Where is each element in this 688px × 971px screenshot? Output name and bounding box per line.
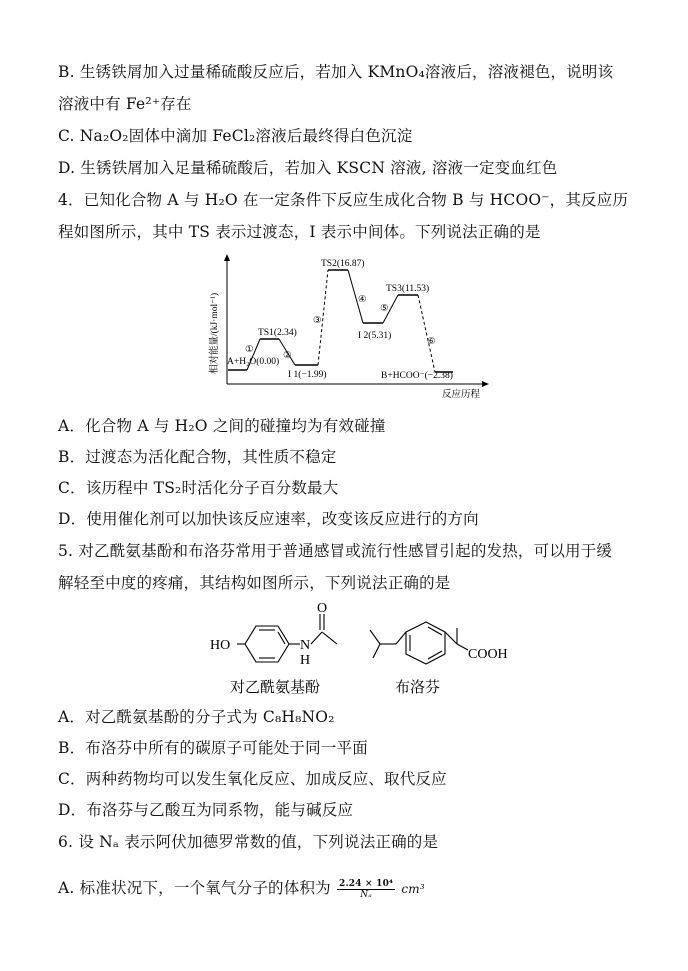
- x-axis-label: 反应历程: [442, 390, 481, 400]
- q3-option-c: C. Na₂O₂固体中滴加 FeCl₂溶液后最终得白色沉淀: [58, 127, 413, 145]
- q5-stem-line2: 解轻至中度的疼痛，其结构如图所示，下列说法正确的是: [58, 574, 451, 592]
- label-ts1: TS1(2.34): [258, 328, 297, 338]
- q6-option-a: [58, 878, 425, 900]
- label-ts3: TS3(11.53): [386, 284, 430, 294]
- label-a-h2o: A+H₂O(0.00): [227, 357, 280, 367]
- ho-label: HO: [210, 638, 231, 653]
- step-4: ④: [358, 295, 367, 305]
- q4-stem-line2: 程如图所示，其中 TS 表示过渡态，I 表示中间体。下列说法正确的是: [58, 223, 541, 241]
- q4-option-c: C．该历程中 TS₂时活化分子百分数最大: [58, 479, 339, 497]
- paracetamol-name: 对乙酰氨基酚: [230, 678, 321, 696]
- ibuprofen-name: 布洛芬: [395, 678, 441, 696]
- q4-stem-line1: 4．已知化合物 A 与 H₂O 在一定条件下反应生成化合物 B 与 HCOO⁻，其反应历: [58, 191, 629, 209]
- label-i1: I 1(−1.99): [288, 370, 327, 380]
- q5-option-c: C．两种药物均可以发生氧化反应、加成反应、取代反应: [58, 770, 447, 788]
- q4-option-d: D．使用催化剂可以加快该反应速率，改变该反应进行的方向: [58, 510, 479, 528]
- n-label: N: [300, 638, 311, 653]
- chemical-structures: [200, 600, 520, 700]
- label-i2: I 2(5.31): [358, 331, 392, 341]
- q5-option-a: A．对乙酰氨基酚的分子式为 C₈H₈NO₂: [58, 708, 335, 726]
- step-6: ⑥: [427, 337, 436, 347]
- step-2: ②: [283, 351, 292, 361]
- q6-option-a-text: A. 标准状况下，一个氧气分子的体积为: [58, 879, 331, 897]
- q3-option-d: D. 生锈铁屑加入足量稀硫酸后，若加入 KSCN 溶液, 溶液一定变血红色: [58, 159, 558, 177]
- q4-option-b: B．过渡态为活化配合物，其性质不稳定: [58, 448, 337, 466]
- q4-option-a: A．化合物 A 与 H₂O 之间的碰撞均为有效碰撞: [58, 417, 386, 435]
- q5-option-b: B．布洛芬中所有的碳原子可能处于同一平面: [58, 739, 368, 757]
- step-5: ⑤: [380, 304, 389, 314]
- fraction-denominator: Nₐ: [360, 889, 372, 900]
- q5-option-d: D．布洛芬与乙酸互为同系物，能与碱反应: [58, 801, 354, 819]
- x-axis-arrow: [482, 381, 489, 387]
- cooh-label: COOH: [468, 647, 508, 662]
- y-axis-arrow: [224, 254, 230, 261]
- step-1: ①: [245, 345, 254, 355]
- energy-profile-diagram: [200, 252, 500, 400]
- q5-stem-line1: 5. 对乙酰氨基酚和布洛芬常用于普通感冒或流行性感冒引起的发热，可以用于缓: [58, 542, 613, 560]
- h-label: H: [300, 653, 311, 668]
- label-b-hcoo: B+HCOO⁻(−2.38): [381, 371, 453, 381]
- y-axis-label: 相对能量/(kJ·mol⁻¹): [210, 292, 220, 374]
- label-ts2: TS2(16.87): [321, 259, 365, 269]
- q3-option-b-line2: 溶液中有 Fe²⁺存在: [58, 95, 192, 113]
- volume-unit: cm³: [401, 882, 425, 896]
- step-3: ③: [313, 316, 322, 326]
- q3-option-b-line1: B. 生锈铁屑加入过量稀硫酸反应后，若加入 KMnO₄溶液后，溶液褪色，说明该: [58, 63, 614, 81]
- fraction-numerator: 2.24 × 10⁴: [339, 878, 394, 889]
- o-label: O: [317, 601, 328, 616]
- volume-fraction: [337, 879, 395, 900]
- q6-stem: 6. 设 Nₐ 表示阿伏加德罗常数的值，下列说法正确的是: [58, 833, 439, 851]
- ibuprofen-structure: [370, 622, 468, 664]
- paracetamol-structure: [237, 614, 337, 662]
